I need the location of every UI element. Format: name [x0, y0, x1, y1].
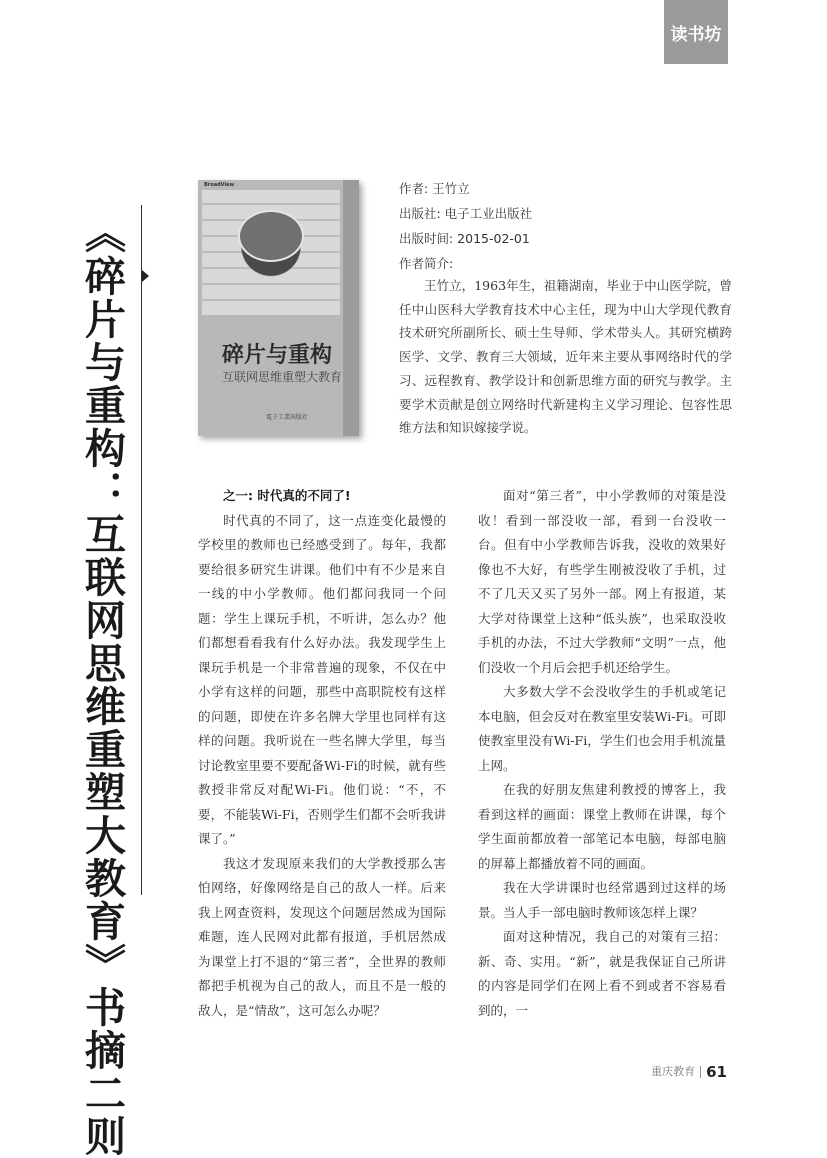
- paragraph: 我这才发现原来我们的大学教授那么害怕网络，好像网络是自己的敌人一样。后来我上网查资料，发现这个问题居然成为国际难题，连人民网对此都有报道，手机居然成为课堂上打不退的“第三者”，全世界的教师都把手机视为自己的敌人，而且不是一般的敌人，是“情敌”，这可怎么办呢？: [198, 855, 446, 1018]
- cover-brand: BroadView: [204, 182, 235, 188]
- cover-publisher: 電子工業出版社: [266, 414, 309, 421]
- author-bio: 王竹立，1963年生，祖籍湖南，毕业于中山医学院，曾任中山医科大学教育技术中心主任，现为中山大学现代教育技术研究所副所长、硕士生导师、学术带头人。其研究横跨医学、文学、教育三大领域，近年来主要从事网络时代的学习、远程教育、教学设计和创新思维方面的研究与教学。主要学术贡献是创立网络时代新建构主义学习理论、包容性思维方法和知识嫁接学说。: [399, 278, 732, 436]
- date-line: 出版时间: 2015-02-01: [399, 231, 530, 246]
- bio-heading: 作者简介:: [399, 256, 454, 271]
- section-tab-label: 读书坊: [670, 24, 722, 45]
- paragraph: 面对“第三者”，中小学教师的对策是没收！看到一部没收一部，看到一台没收一台。但有中小学教师告诉我，没收的效果好像也不大好，有些学生刚被没收了手机，过不了几天又买了另外一部。网上有报道，某大学对待课堂上这种“低头族”，也采取没收手机的办法，不过大学教师“文明”一点，他们没收一个月后会把手机还给学生。: [478, 488, 726, 675]
- vertical-title: 《碎片与重构：互联网思维重塑大教育》书摘二则: [78, 212, 126, 1158]
- cover-subtitle: 互联网思维重塑大教育: [222, 370, 343, 384]
- page-number: 61: [706, 1063, 727, 1081]
- book-cover-image: [198, 180, 359, 436]
- author-line: 作者: 王竹立: [399, 181, 470, 196]
- article-heading: 之一: 时代真的不同了!: [223, 488, 351, 503]
- pointer-arrow-icon: [142, 270, 149, 282]
- brain-icon: [238, 210, 304, 262]
- article-column-left: [198, 484, 446, 1023]
- magazine-name: 重庆教育: [651, 1065, 696, 1078]
- footer-divider: [700, 1066, 701, 1078]
- cover-spine: [343, 180, 359, 436]
- paragraph: 我在大学讲课时也经常遇到过这样的场景。当人手一部电脑时教师该怎样上课？: [478, 880, 726, 920]
- article-column-right: [478, 484, 726, 1023]
- paragraph: 在我的好朋友焦建利教授的博客上，我看到这样的画面：课堂上教师在讲课，每个学生面前都放着一部笔记本电脑，每部电脑的屏幕上都播放着不同的画面。: [478, 782, 726, 871]
- divider: [141, 205, 142, 895]
- paragraph: 大多数大学不会没收学生的手机或笔记本电脑，但会反对在教室里安装Wi-Fi。可即使教室里没有Wi-Fi，学生们也会用手机流量上网。: [478, 684, 726, 773]
- paragraph: 时代真的不同了，这一点连变化最慢的学校里的教师也已经感受到了。每年，我都要给很多研究生讲课。他们中有不少是来自一线的中小学教师。他们都问我同一个问题：学生上课玩手机，不听讲，怎么办？他们都想看看我有什么好办法。我发现学生上课玩手机是一个非常普遍的现象，不仅在中小学有这样的问题，那些中高职院校有这样的问题，即使在许多名牌大学里也同样有这样的问题。我听说在一些名牌大学里，每当讨论教室里要不要配备Wi-Fi的时候，就有些教授非常反对配Wi-Fi。他们说：“不，不要，不能装Wi-Fi，否则学生们都不会听我讲课了。”: [198, 512, 446, 846]
- section-tab: [664, 0, 728, 64]
- page-footer: [651, 1063, 727, 1081]
- cover-title: 碎片与重构: [222, 343, 333, 368]
- book-info: [399, 176, 749, 276]
- publisher-line: 出版社: 电子工业出版社: [399, 206, 533, 221]
- paragraph: 面对这种情况，我自己的对策有三招：新、奇、实用。“新”，就是我保证自己所讲的内容是同学们在网上看不到或者不容易看到的，一: [478, 929, 726, 1018]
